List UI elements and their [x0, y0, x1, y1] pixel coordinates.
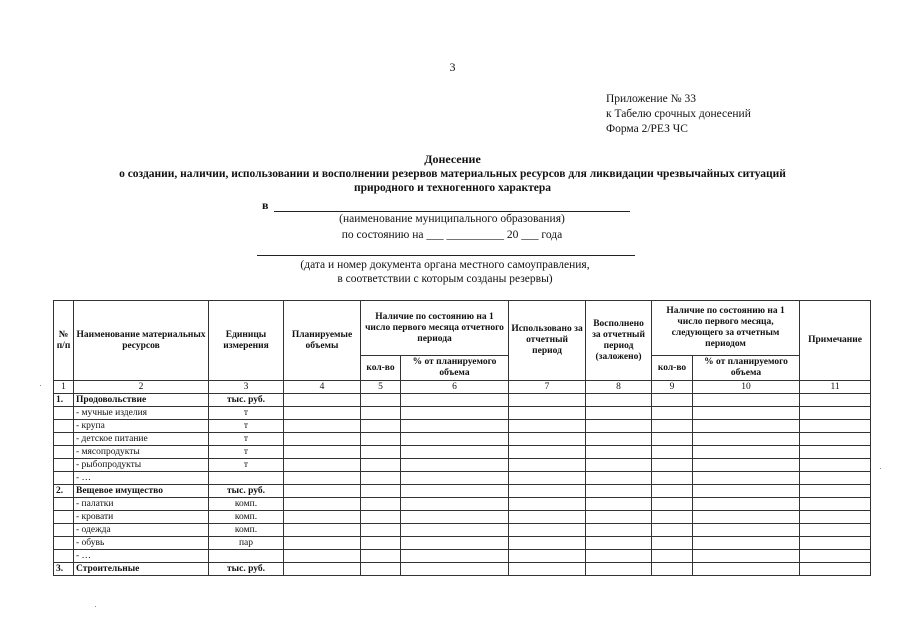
empty-cell	[800, 394, 871, 407]
empty-cell	[509, 433, 586, 446]
annex-line-2: к Табелю срочных донесений	[606, 108, 751, 120]
empty-cell	[586, 394, 652, 407]
in-prefix: в	[262, 198, 269, 212]
annex-line-1: Приложение № 33	[606, 93, 696, 105]
report-table	[53, 300, 871, 576]
column-number: 3	[209, 381, 284, 394]
annex-line-3: Форма 2/РЕЗ ЧС	[606, 123, 688, 135]
column-number: 11	[800, 381, 871, 394]
empty-cell	[361, 407, 401, 420]
empty-cell	[401, 459, 509, 472]
row-name-cell: - …	[74, 472, 209, 485]
empty-cell	[693, 511, 800, 524]
row-name-cell: - рыбопродукты	[74, 459, 209, 472]
empty-cell	[401, 537, 509, 550]
row-unit-cell: тыс. руб.	[209, 394, 284, 407]
empty-cell	[800, 524, 871, 537]
empty-cell	[284, 459, 361, 472]
row-num-cell	[54, 459, 74, 472]
empty-cell	[361, 524, 401, 537]
row-name-cell: Строительные	[74, 563, 209, 576]
empty-cell	[284, 511, 361, 524]
empty-cell	[800, 511, 871, 524]
empty-cell	[586, 524, 652, 537]
empty-cell	[509, 498, 586, 511]
row-unit-cell: т	[209, 420, 284, 433]
row-num-cell: 2.	[54, 485, 74, 498]
empty-cell	[401, 524, 509, 537]
empty-cell	[693, 394, 800, 407]
as-of-line: по состоянию на ___ __________ 20 ___ года	[341, 229, 563, 241]
empty-cell	[693, 407, 800, 420]
empty-cell	[693, 446, 800, 459]
empty-cell	[509, 420, 586, 433]
empty-cell	[509, 446, 586, 459]
empty-cell	[361, 563, 401, 576]
empty-cell	[693, 472, 800, 485]
empty-cell	[401, 563, 509, 576]
row-name-cell: - обувь	[74, 537, 209, 550]
empty-cell	[652, 485, 693, 498]
header-used: Использовано за отчетный период	[509, 301, 586, 381]
header-restored: Восполнено за отчетный период (заложено)	[586, 301, 652, 381]
empty-cell	[401, 550, 509, 563]
row-unit-cell: комп.	[209, 524, 284, 537]
column-number: 4	[284, 381, 361, 394]
empty-cell	[509, 394, 586, 407]
empty-cell	[361, 472, 401, 485]
row-name-cell: - кровати	[74, 511, 209, 524]
document-title: Донесение	[424, 152, 481, 166]
empty-cell	[361, 498, 401, 511]
row-num-cell	[54, 511, 74, 524]
empty-cell	[652, 472, 693, 485]
empty-cell	[509, 472, 586, 485]
empty-cell	[586, 511, 652, 524]
table-row	[54, 550, 871, 563]
subtitle-line-1: о создании, наличии, использовании и восполнении резервов материальных ресурсов для ликвидации чрезвычайных ситуаций	[119, 168, 786, 180]
table-row	[54, 524, 871, 537]
empty-cell	[361, 394, 401, 407]
row-unit-cell: пар	[209, 537, 284, 550]
empty-cell	[284, 550, 361, 563]
column-number: 2	[74, 381, 209, 394]
row-num-cell	[54, 407, 74, 420]
column-number: 6	[401, 381, 509, 394]
empty-cell	[401, 420, 509, 433]
empty-cell	[652, 394, 693, 407]
empty-cell	[652, 420, 693, 433]
empty-cell	[509, 459, 586, 472]
header-pct-next: % от планируемого объема	[693, 356, 800, 381]
empty-cell	[401, 446, 509, 459]
empty-cell	[284, 563, 361, 576]
column-number: 1	[54, 381, 74, 394]
table-row	[54, 498, 871, 511]
empty-cell	[693, 550, 800, 563]
empty-cell	[509, 524, 586, 537]
row-num-cell	[54, 433, 74, 446]
empty-cell	[284, 433, 361, 446]
empty-cell	[284, 420, 361, 433]
empty-cell	[586, 407, 652, 420]
header-pct-first: % от планируемого объема	[401, 356, 509, 381]
table-row	[54, 485, 871, 498]
empty-cell	[284, 472, 361, 485]
page-number: 3	[449, 60, 456, 74]
empty-cell	[361, 550, 401, 563]
empty-cell	[800, 537, 871, 550]
empty-cell	[693, 498, 800, 511]
table-row	[54, 563, 871, 576]
empty-cell	[401, 407, 509, 420]
empty-cell	[586, 433, 652, 446]
row-num-cell	[54, 524, 74, 537]
empty-cell	[284, 394, 361, 407]
empty-cell	[361, 537, 401, 550]
empty-cell	[652, 537, 693, 550]
empty-cell	[652, 433, 693, 446]
empty-cell	[586, 472, 652, 485]
row-num-cell: 3.	[54, 563, 74, 576]
empty-cell	[693, 433, 800, 446]
empty-cell	[361, 485, 401, 498]
empty-cell	[652, 446, 693, 459]
empty-cell	[284, 407, 361, 420]
row-name-cell: - палатки	[74, 498, 209, 511]
table-row	[54, 459, 871, 472]
empty-cell	[284, 537, 361, 550]
empty-cell	[652, 459, 693, 472]
municipality-caption: (наименование муниципального образования)	[339, 213, 565, 225]
empty-cell	[652, 524, 693, 537]
empty-cell	[284, 485, 361, 498]
empty-cell	[284, 524, 361, 537]
row-unit-cell: комп.	[209, 511, 284, 524]
empty-cell	[693, 459, 800, 472]
empty-cell	[361, 459, 401, 472]
table-row	[54, 446, 871, 459]
document-subtitle	[30, 167, 875, 195]
empty-cell	[652, 498, 693, 511]
empty-cell	[586, 537, 652, 550]
column-number: 7	[509, 381, 586, 394]
empty-cell	[693, 563, 800, 576]
empty-cell	[361, 433, 401, 446]
row-unit-cell: тыс. руб.	[209, 485, 284, 498]
row-unit-cell: тыс. руб.	[209, 563, 284, 576]
row-name-cell: - крупа	[74, 420, 209, 433]
document-caption-1: (дата и номер документа органа местного самоуправления,	[300, 259, 590, 271]
row-name-cell: Продовольствие	[74, 394, 209, 407]
empty-cell	[693, 420, 800, 433]
empty-cell	[652, 563, 693, 576]
header-avail-next: Наличие по состоянию на 1 число первого месяца, следующего за отчетным периодом	[652, 301, 800, 356]
empty-cell	[800, 433, 871, 446]
row-name-cell: - мучные изделия	[74, 407, 209, 420]
row-name-cell: - …	[74, 550, 209, 563]
subtitle-line-2: природного и техногенного характера	[353, 182, 552, 194]
empty-cell	[586, 563, 652, 576]
header-name: Наименование материальных ресурсов	[74, 301, 209, 381]
empty-cell	[284, 446, 361, 459]
row-num-cell	[54, 498, 74, 511]
table-row	[54, 511, 871, 524]
row-num-cell	[54, 550, 74, 563]
empty-cell	[509, 550, 586, 563]
row-name-cell: - детское питание	[74, 433, 209, 446]
row-unit-cell	[209, 550, 284, 563]
empty-cell	[800, 550, 871, 563]
table-row	[54, 420, 871, 433]
table-row	[54, 537, 871, 550]
empty-cell	[800, 407, 871, 420]
municipality-underline	[274, 199, 630, 212]
empty-cell	[800, 498, 871, 511]
row-unit-cell: т	[209, 433, 284, 446]
table-body	[54, 394, 871, 576]
header-note: Примечание	[800, 301, 871, 381]
empty-cell	[800, 459, 871, 472]
row-name-cell: Вещевое имущество	[74, 485, 209, 498]
empty-cell	[586, 446, 652, 459]
row-num-cell	[54, 420, 74, 433]
empty-cell	[401, 498, 509, 511]
document-underline	[257, 243, 635, 256]
annex-block	[606, 92, 751, 137]
column-number: 8	[586, 381, 652, 394]
row-unit-cell: т	[209, 446, 284, 459]
empty-cell	[800, 420, 871, 433]
row-name-cell: - мясопродукты	[74, 446, 209, 459]
empty-cell	[509, 563, 586, 576]
header-num: № п/п	[54, 301, 74, 381]
header-qty-next: кол-во	[652, 356, 693, 381]
row-unit-cell	[209, 472, 284, 485]
empty-cell	[693, 485, 800, 498]
empty-cell	[361, 420, 401, 433]
empty-cell	[401, 433, 509, 446]
table-row	[54, 472, 871, 485]
empty-cell	[361, 511, 401, 524]
header-avail-first: Наличие по состоянию на 1 число первого месяца отчетного периода	[361, 301, 509, 356]
empty-cell	[509, 537, 586, 550]
row-num-cell: 1.	[54, 394, 74, 407]
document-caption-2: в соответствии с которым созданы резервы)	[337, 273, 553, 285]
empty-cell	[652, 407, 693, 420]
column-numbers-row	[54, 381, 871, 394]
empty-cell	[361, 446, 401, 459]
empty-cell	[693, 524, 800, 537]
empty-cell	[800, 485, 871, 498]
empty-cell	[509, 485, 586, 498]
empty-cell	[800, 446, 871, 459]
empty-cell	[693, 537, 800, 550]
row-unit-cell: т	[209, 407, 284, 420]
empty-cell	[586, 550, 652, 563]
row-name-cell: - одежда	[74, 524, 209, 537]
column-number: 9	[652, 381, 693, 394]
empty-cell	[401, 394, 509, 407]
empty-cell	[509, 407, 586, 420]
empty-cell	[401, 511, 509, 524]
empty-cell	[509, 511, 586, 524]
header-planned: Планируемые объемы	[284, 301, 361, 381]
empty-cell	[800, 472, 871, 485]
row-num-cell	[54, 446, 74, 459]
table-row	[54, 407, 871, 420]
empty-cell	[800, 563, 871, 576]
column-number: 10	[693, 381, 800, 394]
row-unit-cell: т	[209, 459, 284, 472]
empty-cell	[586, 498, 652, 511]
header-unit: Единицы измерения	[209, 301, 284, 381]
table-row	[54, 433, 871, 446]
row-num-cell	[54, 472, 74, 485]
column-number: 5	[361, 381, 401, 394]
row-unit-cell: комп.	[209, 498, 284, 511]
empty-cell	[652, 511, 693, 524]
row-num-cell	[54, 537, 74, 550]
empty-cell	[586, 485, 652, 498]
empty-cell	[284, 498, 361, 511]
header-qty-first: кол-во	[361, 356, 401, 381]
empty-cell	[401, 472, 509, 485]
table-row	[54, 394, 871, 407]
empty-cell	[652, 550, 693, 563]
empty-cell	[586, 420, 652, 433]
empty-cell	[401, 485, 509, 498]
empty-cell	[586, 459, 652, 472]
